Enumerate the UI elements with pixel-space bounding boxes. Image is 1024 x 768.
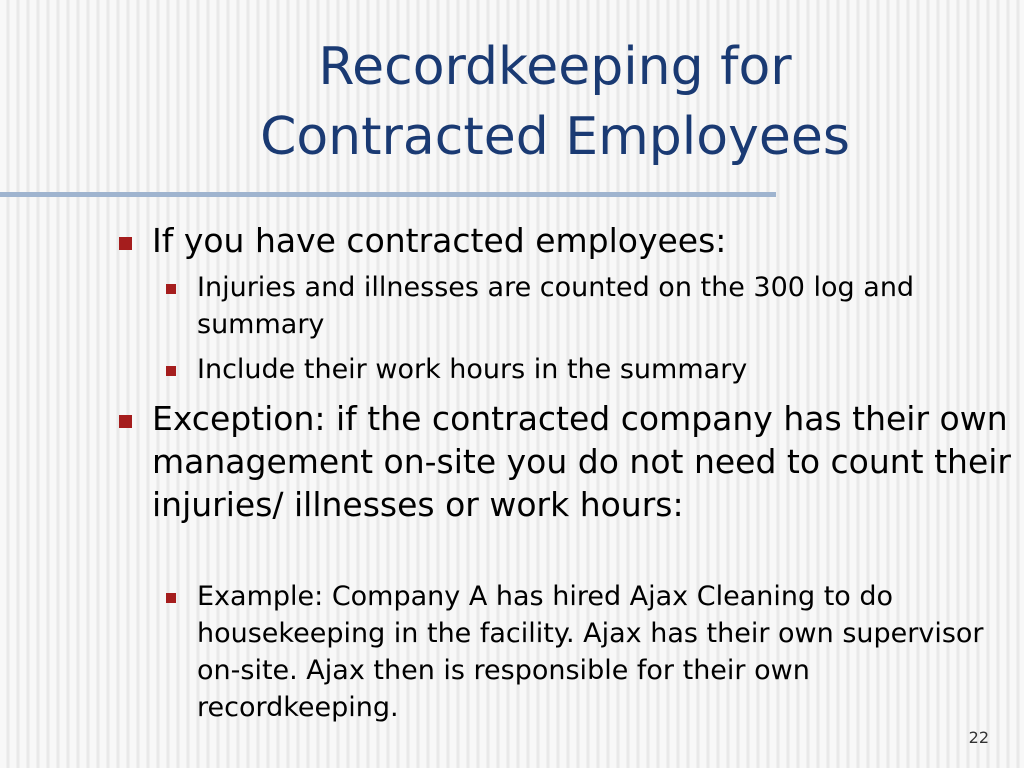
- bullet-text: Include their work hours in the summary: [197, 354, 748, 385]
- bullet-marker: [119, 237, 132, 250]
- bullet-text: Exception: if the contracted company has their own management on-site you do not need to count their injuries/ illnesses or work hours:: [152, 399, 1011, 524]
- bullet-marker: [166, 593, 176, 603]
- bullet-text: Example: Company A has hired Ajax Cleaning to do housekeeping in the facility. Ajax has their own supervisor on-site. Ajax then is responsible for their own recordkeeping.: [197, 581, 984, 723]
- bullet-marker: [166, 366, 176, 376]
- bullet-marker: [166, 284, 176, 294]
- bullet-text: Injuries and illnesses are counted on the 300 log and summary: [197, 272, 915, 340]
- bullet-marker: [119, 415, 132, 428]
- page-number: 22: [968, 728, 989, 747]
- title-line-2: Contracted Employees: [260, 107, 850, 167]
- bullet-text: If you have contracted employees:: [152, 221, 727, 260]
- title-line-1: Recordkeeping for: [318, 37, 792, 97]
